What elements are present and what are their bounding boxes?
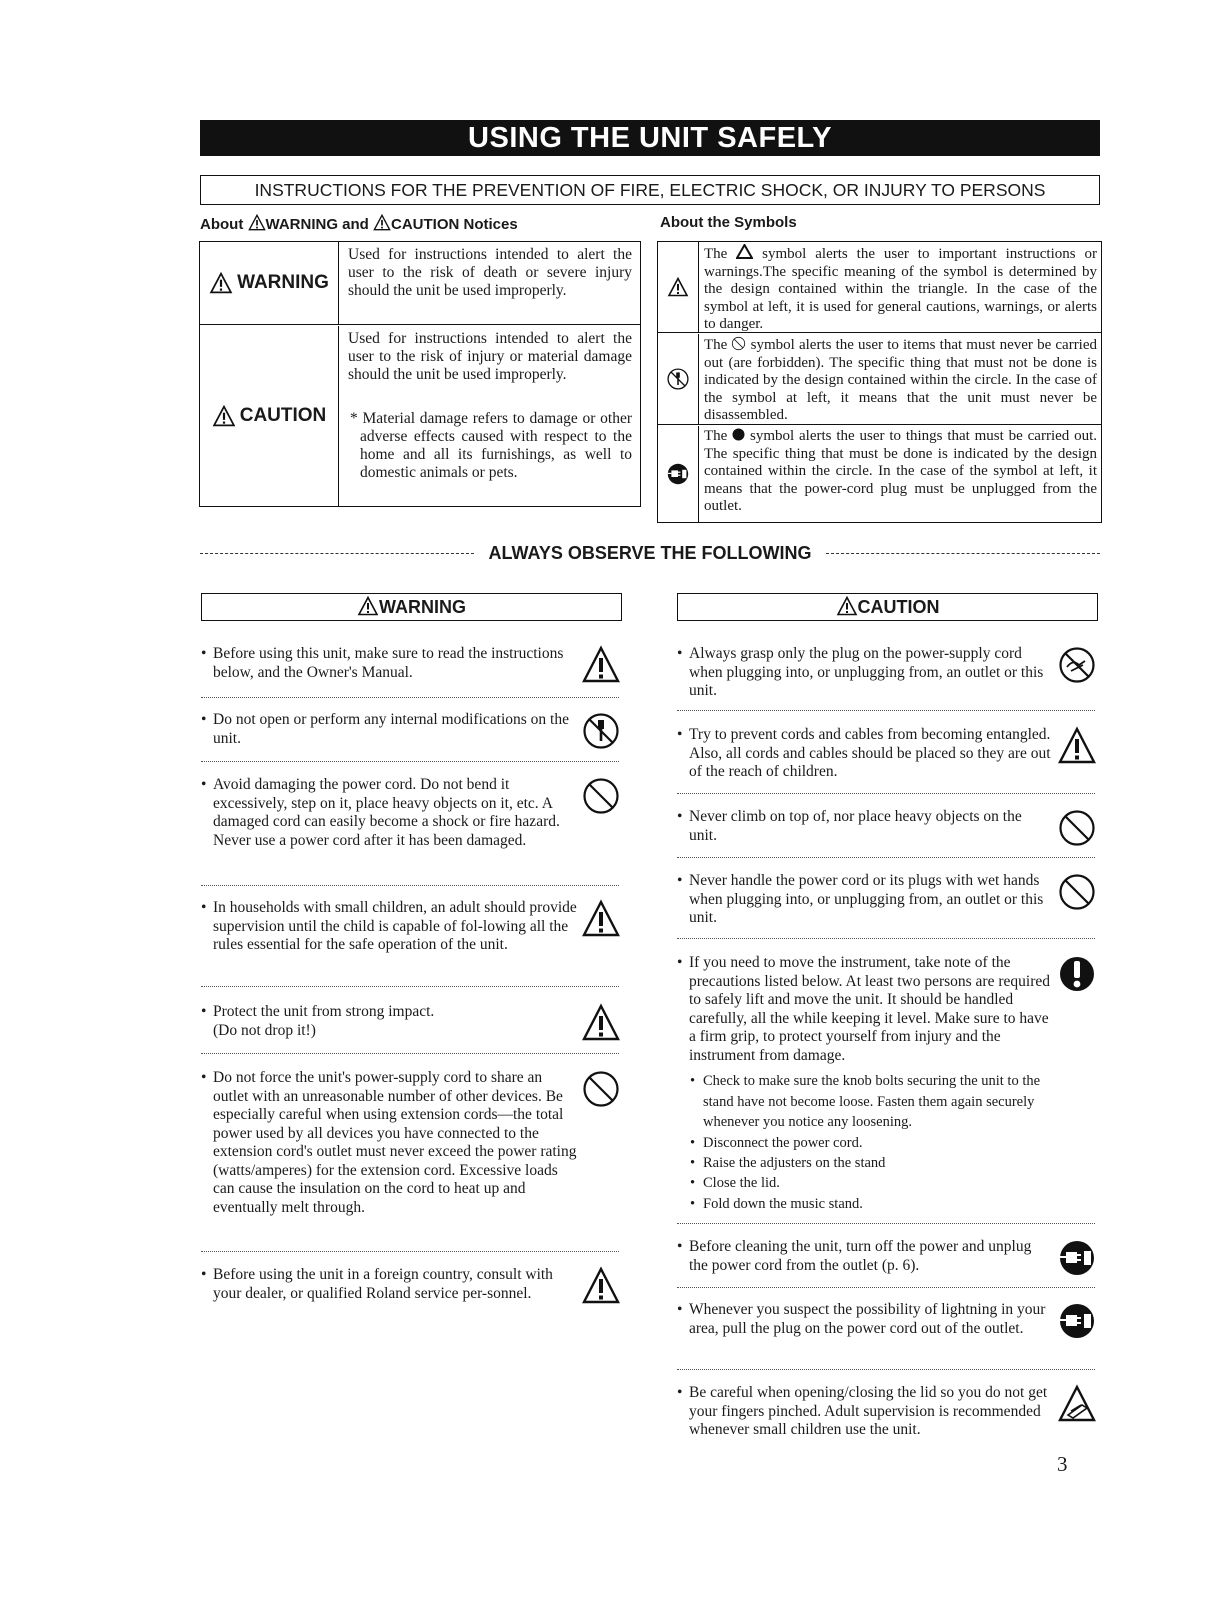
caution-item bbox=[677, 726, 1097, 784]
item-separator bbox=[677, 857, 1095, 858]
always-observe-heading: ALWAYS OBSERVE THE FOLLOWING bbox=[488, 542, 812, 563]
warning-column-heading-text: WARNING bbox=[379, 597, 466, 617]
bullet: • bbox=[201, 711, 207, 728]
caution-column-heading-text: CAUTION bbox=[857, 597, 940, 617]
symbol-text-pre: The bbox=[704, 337, 728, 353]
bullet: • bbox=[690, 1073, 696, 1089]
caution-item-text: Always grasp only the plug on the power-supply cord when plugging into, or unplugging from, an outlet or this unit. bbox=[689, 645, 1044, 699]
warning-item bbox=[201, 1069, 621, 1239]
caution-item-text: Be careful when opening/closing the lid so you do not get your fingers pinched. Adult supervision is recommended whenever small children use the unit. bbox=[689, 1384, 1048, 1438]
warning-item bbox=[201, 899, 621, 977]
bullet: • bbox=[677, 1238, 683, 1255]
always-observe-divider bbox=[200, 541, 1100, 565]
caution-item-text: Before cleaning the unit, turn off the power and unplug the power cord from the outlet (p. 6). bbox=[689, 1238, 1032, 1274]
caution-item-text: If you need to move the instrument, take note of the precautions listed below. At least two persons are required to safely lift and move the unit. It should be handled carefully, all the while keeping it level. Make sure to have a firm grip, to protect yourself from injury and the instrument from damage. bbox=[689, 954, 1050, 1064]
item-separator bbox=[201, 986, 619, 987]
symbol-text-post: symbol alerts the user to things that must be carried out. The specific thing that must be done is indicated by the design contained within the circle. In the case of the symbol at left, it means that the power-cord plug must be unplugged from the outlet. bbox=[704, 428, 1098, 514]
caution-item bbox=[677, 872, 1097, 930]
divider-line bbox=[200, 553, 474, 554]
caution-item-text: Whenever you suspect the possibility of lightning in your area, pull the plug on the power cord out of the outlet. bbox=[689, 1301, 1046, 1337]
mandatory-icon bbox=[1057, 954, 1097, 994]
bullet: • bbox=[677, 1301, 683, 1318]
warning-item-text: Avoid damaging the power cord. Do not bend it excessively, step on it, place heavy objects on it, etc. A damaged cord can easily become a shock or fire hazard. Never use a power cord after it has been damaged. bbox=[213, 776, 560, 849]
warning-item-text bbox=[213, 1003, 577, 1040]
bullet: • bbox=[677, 726, 683, 743]
prohibited-icon bbox=[581, 1069, 621, 1109]
symbols-heading: About the Symbols bbox=[660, 214, 797, 231]
filled-circle-icon bbox=[732, 428, 745, 441]
warning-triangle-icon bbox=[373, 214, 391, 231]
item-separator bbox=[201, 885, 619, 886]
item-separator bbox=[201, 1251, 619, 1252]
warning-triangle-icon bbox=[581, 899, 621, 939]
notices-heading-caution: CAUTION bbox=[391, 216, 460, 233]
bullet: • bbox=[677, 872, 683, 889]
notices-table bbox=[199, 241, 641, 507]
bullet: • bbox=[677, 1384, 683, 1401]
bullet: • bbox=[201, 1266, 207, 1283]
symbol-icon-cell bbox=[658, 426, 699, 522]
caution-item bbox=[677, 808, 1097, 848]
caution-item-text: Never climb on top of, nor place heavy objects on the unit. bbox=[689, 808, 1022, 844]
bullet: • bbox=[201, 776, 207, 793]
item-separator bbox=[677, 938, 1095, 939]
triangle-outline-icon bbox=[736, 244, 753, 259]
bullet: • bbox=[690, 1196, 696, 1212]
symbol-icon-cell bbox=[658, 334, 699, 424]
prohibited-icon bbox=[581, 776, 621, 816]
symbol-text-pre: The bbox=[704, 428, 728, 444]
warning-item bbox=[201, 1003, 621, 1043]
bullet: • bbox=[201, 1003, 207, 1020]
item-separator bbox=[677, 793, 1095, 794]
page-title-banner bbox=[200, 120, 1100, 156]
prohibited-icon bbox=[1057, 872, 1097, 912]
divider-line bbox=[826, 553, 1100, 554]
warning-triangle-icon bbox=[581, 645, 621, 685]
warning-item-text: Before using this unit, make sure to read the instructions below, and the Owner's Manual. bbox=[213, 645, 564, 681]
warning-item bbox=[201, 1266, 621, 1324]
unplug-icon bbox=[1057, 1301, 1097, 1341]
item-separator bbox=[677, 710, 1095, 711]
caution-item bbox=[677, 645, 1097, 703]
unplug-icon bbox=[1057, 1238, 1097, 1278]
symbol-description bbox=[704, 336, 1097, 425]
symbol-text-pre: The bbox=[704, 246, 728, 262]
notices-heading-suffix: Notices bbox=[463, 216, 518, 233]
notice-row-warning bbox=[200, 242, 640, 325]
bullet: • bbox=[677, 954, 683, 971]
item-separator bbox=[677, 1287, 1095, 1288]
notices-heading bbox=[200, 214, 518, 233]
caution-subitem-text: Fold down the music stand. bbox=[703, 1196, 863, 1212]
warning-item bbox=[201, 645, 621, 685]
symbol-row-triangle bbox=[658, 242, 1101, 333]
notices-heading-warning: WARNING bbox=[265, 216, 338, 233]
warning-triangle-icon bbox=[248, 214, 266, 231]
caution-item bbox=[677, 1384, 1097, 1460]
symbol-description bbox=[704, 428, 1097, 516]
warning-label-cell bbox=[200, 242, 339, 324]
caution-item bbox=[677, 1238, 1097, 1278]
notices-heading-and: and bbox=[342, 216, 369, 233]
warning-label: WARNING bbox=[237, 272, 329, 293]
page-number: 3 bbox=[1057, 1452, 1068, 1476]
caution-subitem-text: Check to make sure the knob bolts securing the unit to the stand have not become loose. Fasten them again securely whenever you notice any loosening. bbox=[703, 1073, 1041, 1130]
symbol-text-post: symbol alerts the user to important instructions or warnings.The specific meaning of the symbol is determined by the design contained within the triangle. In the case of the symbol at left, it is used for general cautions, warnings, or alerts to danger. bbox=[704, 246, 1098, 332]
warning-triangle-icon bbox=[357, 596, 379, 616]
warning-triangle-icon bbox=[1057, 726, 1097, 766]
warning-triangle-icon bbox=[667, 277, 689, 297]
warning-triangle-icon bbox=[581, 1003, 621, 1043]
bullet: • bbox=[201, 645, 207, 662]
warning-triangle-icon bbox=[581, 1266, 621, 1306]
caution-item-text: Never handle the power cord or its plugs with wet hands when plugging into, or unplugging from, an outlet or this unit. bbox=[689, 872, 1044, 926]
warning-definition: Used for instructions intended to alert the user to the risk of death or severe injury should the unit be used improperly. bbox=[348, 246, 632, 299]
caution-subitem bbox=[690, 1071, 1060, 1131]
bullet: • bbox=[690, 1175, 696, 1191]
caution-column-heading bbox=[677, 593, 1098, 621]
caution-item bbox=[677, 1301, 1097, 1359]
prohibited-icon bbox=[1057, 808, 1097, 848]
warning-item-text-line1: Protect the unit from strong impact. bbox=[213, 1003, 435, 1020]
item-separator bbox=[677, 1369, 1095, 1370]
bullet: • bbox=[690, 1135, 696, 1151]
caution-item-text: Try to prevent cords and cables from becoming entangled. Also, all cords and cables should be placed so they are out of the reach of children. bbox=[689, 726, 1051, 780]
subtitle bbox=[200, 175, 1100, 205]
warning-item bbox=[201, 711, 621, 751]
grasp-plug-icon bbox=[1057, 645, 1097, 685]
item-separator bbox=[201, 1053, 619, 1054]
warning-column-heading bbox=[201, 593, 622, 621]
caution-subitem-text: Raise the adjusters on the stand bbox=[703, 1155, 886, 1171]
caution-label: CAUTION bbox=[239, 405, 327, 426]
caution-label-cell bbox=[200, 326, 339, 506]
warning-item bbox=[201, 776, 621, 871]
warning-triangle-icon bbox=[836, 596, 858, 616]
item-separator bbox=[677, 1223, 1095, 1224]
symbols-table bbox=[657, 241, 1102, 523]
prohibited-circle-icon bbox=[731, 336, 746, 351]
warning-item-text: Before using the unit in a foreign country, consult with your dealer, or qualified Roland service per-sonnel. bbox=[213, 1266, 553, 1302]
symbol-description bbox=[704, 244, 1097, 334]
subtitle-text: INSTRUCTIONS FOR THE PREVENTION OF FIRE, ELECTRIC SHOCK, OR INJURY TO PERSONS bbox=[254, 180, 1046, 200]
pinch-hazard-icon bbox=[1057, 1384, 1097, 1424]
notice-row-caution bbox=[200, 326, 640, 506]
caution-definition: Used for instructions intended to alert the user to the risk of injury or material damage should the unit be used improperly. bbox=[348, 330, 632, 383]
bullet: • bbox=[690, 1155, 696, 1171]
caution-subitem-text: Close the lid. bbox=[703, 1175, 780, 1191]
warning-item-text: In households with small children, an adult should provide supervision until the child is capable of fol-lowing all the rules essential for the safe operation of the unit. bbox=[213, 899, 577, 953]
bullet: • bbox=[201, 1069, 207, 1086]
warning-item-text: Do not open or perform any internal modifications on the unit. bbox=[213, 711, 569, 747]
caution-subitem-text: Disconnect the power cord. bbox=[703, 1135, 863, 1151]
symbol-icon-cell bbox=[658, 242, 699, 332]
bullet: • bbox=[677, 645, 683, 662]
warning-triangle-icon bbox=[209, 272, 233, 294]
caution-item bbox=[677, 954, 1097, 1066]
item-separator bbox=[201, 761, 619, 762]
bullet: • bbox=[677, 808, 683, 825]
page-title: USING THE UNIT SAFELY bbox=[468, 122, 832, 154]
warning-triangle-icon bbox=[212, 405, 236, 427]
caution-footnote: * Material damage refers to damage or other adverse effects caused with respect to the home and all its furnishings, as well to domestic animals or pets. bbox=[350, 410, 632, 481]
symbol-row-mandatory bbox=[658, 426, 1101, 522]
item-separator bbox=[201, 697, 619, 698]
no-disassembly-icon bbox=[666, 367, 690, 391]
no-disassembly-icon bbox=[581, 711, 621, 751]
notices-heading-prefix: About bbox=[200, 216, 244, 233]
symbol-row-prohibited bbox=[658, 334, 1101, 425]
warning-item-text: Do not force the unit's power-supply cord to share an outlet with an unreasonable number of other devices. Be especially careful when using extension cords—the total power used by all devices you have connected to the extension cord's outlet must never exceed the power rating (watts/amperes) for the extension cord. Excessive loads can cause the insulation on the cord to heat up and eventually melt through. bbox=[213, 1069, 577, 1216]
bullet: • bbox=[201, 899, 207, 916]
unplug-icon bbox=[666, 462, 690, 486]
symbol-text-post: symbol alerts the user to items that must never be carried out (are forbidden). The specific thing that must not be done is indicated by the design contained within the circle. In the case of the symbol at left, it means that the unit must never be disassembled. bbox=[704, 337, 1098, 423]
warning-item-text-line2: (Do not drop it!) bbox=[213, 1021, 316, 1039]
